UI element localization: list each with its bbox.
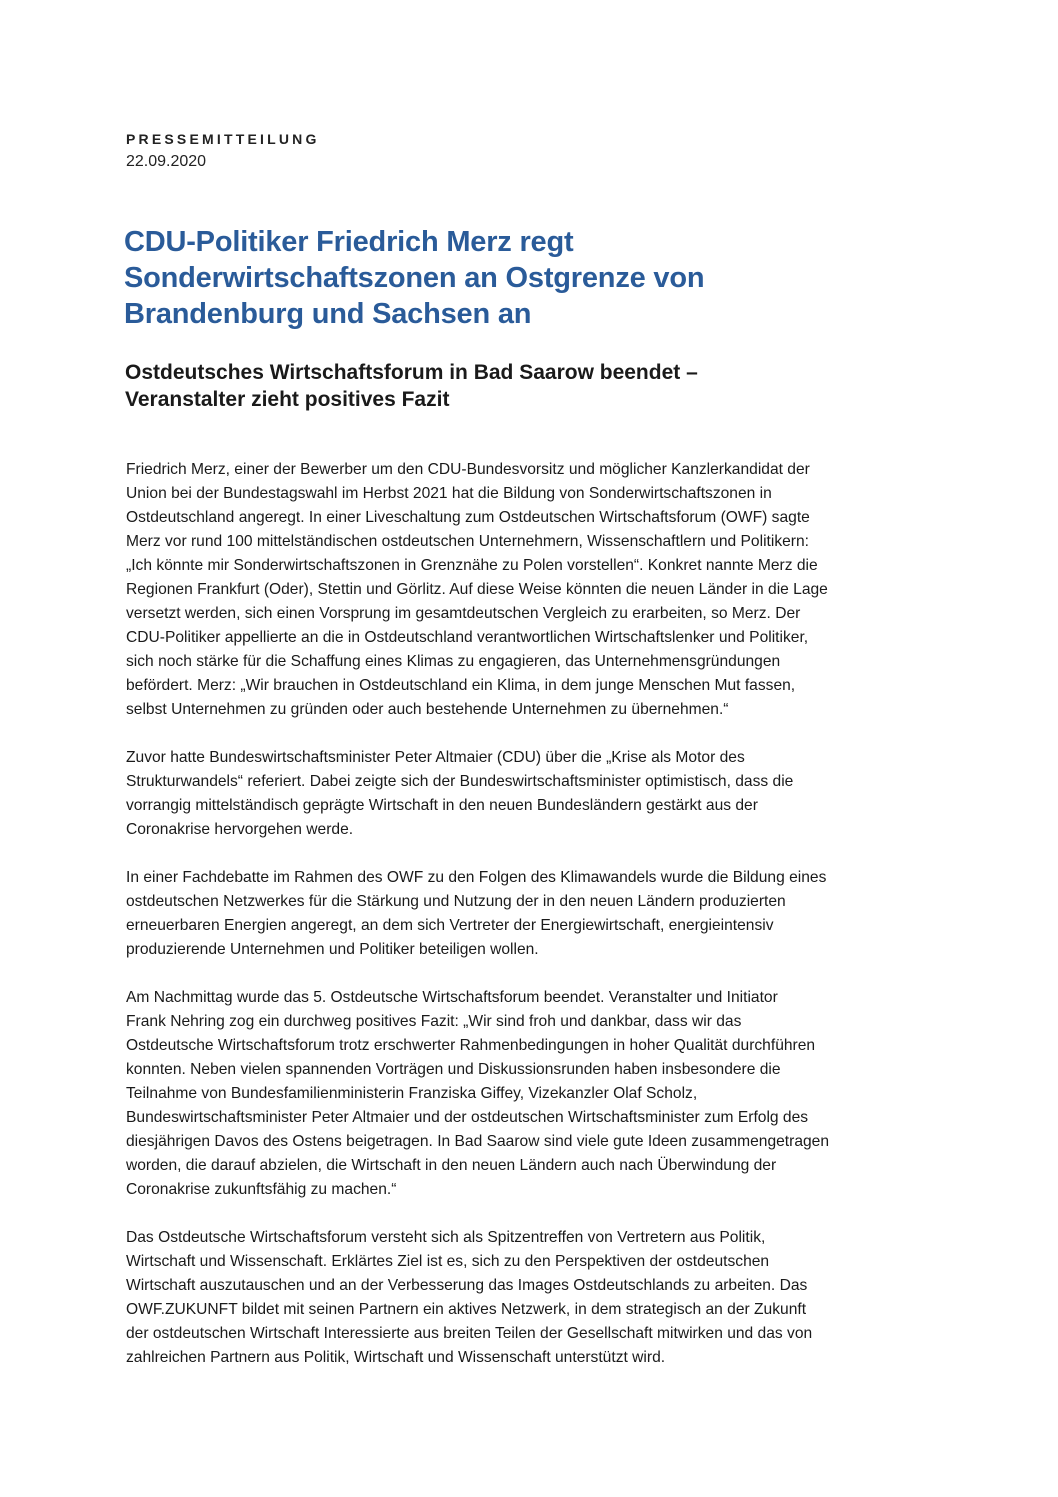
text-line: Ostdeutsche Wirtschaftsforum trotz erschwerter Rahmenbedingungen in hoher Qualität durchführen	[126, 1037, 816, 1054]
text-line: Coronakrise hervorgehen werde.	[126, 821, 354, 838]
subheadline	[125, 359, 945, 413]
text-line: worden, die darauf abzielen, die Wirtschaft in den neuen Ländern auch nach Überwindung der	[126, 1157, 777, 1174]
text-line: Wirtschaft auszutauschen und an der Verbesserung das Images Ostdeutschlands zu arbeiten. Das	[126, 1277, 808, 1294]
text-line: Regionen Frankfurt (Oder), Stettin und Görlitz. Auf diese Weise könnten die neuen Länder in die Lage	[126, 581, 828, 598]
text-line: Bundeswirtschaftsminister Peter Altmaier und der ostdeutschen Wirtschaftsminister zum Erfolg des	[126, 1109, 809, 1126]
text-line: befördert. Merz: „Wir brauchen in Ostdeutschland ein Klima, in dem junge Menschen Mut fassen,	[126, 677, 796, 694]
paragraph-fachdebatte	[126, 866, 946, 962]
subheadline-line: Ostdeutsches Wirtschaftsforum in Bad Saarow beendet –	[125, 361, 698, 384]
text-line: Wirtschaft und Wissenschaft. Erklärtes Ziel ist es, sich zu den Perspektiven der ostdeutschen	[126, 1253, 770, 1270]
text-line: zahlreichen Partnern aus Politik, Wirtschaft und Wissenschaft unterstützt wird.	[126, 1349, 666, 1366]
release-date: 22.09.2020	[126, 153, 207, 170]
document-type-label: PRESSEMITTEILUNG	[126, 131, 320, 147]
text-line: In einer Fachdebatte im Rahmen des OWF zu den Folgen des Klimawandels wurde die Bildung eines	[126, 869, 827, 886]
text-line: der ostdeutschen Wirtschaft Interessierte aus breiten Teilen der Gesellschaft mitwirken und das von	[126, 1325, 813, 1342]
text-line: produzierende Unternehmen und Politiker beteiligen wollen.	[126, 941, 539, 958]
text-line: Strukturwandels“ referiert. Dabei zeigte sich der Bundeswirtschaftsminister optimistisch, dass die	[126, 773, 794, 790]
paragraph-merz	[126, 458, 946, 722]
headline-line: Sonderwirtschaftszonen an Ostgrenze von	[124, 262, 705, 294]
text-line: Frank Nehring zog ein durchweg positives Fazit: „Wir sind froh und dankbar, dass wir das	[126, 1013, 742, 1030]
text-line: selbst Unternehmen zu gründen oder auch bestehende Unternehmen zu übernehmen.“	[126, 701, 729, 718]
article-body	[126, 458, 946, 1394]
text-line: versetzt werden, sich einen Vorsprung im gesamtdeutschen Vergleich zu erarbeiten, so Merz. Der	[126, 605, 801, 622]
text-line: konnten. Neben vielen spannenden Vorträgen und Diskussionsrunden haben insbesondere die	[126, 1061, 781, 1078]
text-line: ostdeutschen Netzwerkes für die Stärkung und Nutzung der in den neuen Ländern produzierten	[126, 893, 786, 910]
text-line: vorrangig mittelständisch geprägte Wirtschaft in den neuen Bundesländern gestärkt aus der	[126, 797, 758, 814]
text-line: Ostdeutschland angeregt. In einer Liveschaltung zum Ostdeutschen Wirtschaftsforum (OWF) sagte	[126, 509, 810, 526]
text-line: Union bei der Bundestagswahl im Herbst 2021 hat die Bildung von Sonderwirtschaftszonen in	[126, 485, 772, 502]
text-line: Coronakrise zukunftsfähig zu machen.“	[126, 1181, 397, 1198]
text-line: Friedrich Merz, einer der Bewerber um den CDU-Bundesvorsitz und möglicher Kanzlerkandidat der	[126, 461, 810, 478]
headline-line: CDU-Politiker Friedrich Merz regt	[124, 226, 574, 258]
text-line: Am Nachmittag wurde das 5. Ostdeutsche Wirtschaftsforum beendet. Veranstalter und Initiator	[126, 989, 778, 1006]
subheadline-line: Veranstalter zieht positives Fazit	[125, 388, 450, 411]
text-line: sich noch stärke für die Schaffung eines Klimas zu engagieren, das Unternehmensgründungen	[126, 653, 781, 670]
text-line: erneuerbaren Energien angeregt, an dem sich Vertreter der Energiewirtschaft, energieintensiv	[126, 917, 774, 934]
text-line: OWF.ZUKUNFT bildet mit seinen Partnern ein aktives Netzwerk, in dem strategisch an der Zukunft	[126, 1301, 807, 1318]
text-line: „Ich könnte mir Sonderwirtschaftszonen in Grenznähe zu Polen vorstellen“. Konkret nannte Merz die	[126, 557, 818, 574]
paragraph-fazit	[126, 986, 946, 1202]
headline-line: Brandenburg und Sachsen an	[124, 298, 532, 330]
paragraph-altmaier	[126, 746, 946, 842]
text-line: diesjährigen Davos des Ostens beigetragen. In Bad Saarow sind viele gute Ideen zusammengetragen	[126, 1133, 830, 1150]
text-line: Merz vor rund 100 mittelständischen ostdeutschen Unternehmern, Wissenschaftlern und Politikern:	[126, 533, 809, 550]
text-line: Das Ostdeutsche Wirtschaftsforum versteht sich als Spitzentreffen von Vertretern aus Politik,	[126, 1229, 766, 1246]
headline	[124, 224, 944, 332]
text-line: CDU-Politiker appellierte an die in Ostdeutschland verantwortlichen Wirtschaftslenker und Politiker,	[126, 629, 809, 646]
text-line: Teilnahme von Bundesfamilienministerin Franziska Giffey, Vizekanzler Olaf Scholz,	[126, 1085, 698, 1102]
paragraph-about-owf	[126, 1226, 946, 1370]
text-line: Zuvor hatte Bundeswirtschaftsminister Peter Altmaier (CDU) über die „Krise als Motor des	[126, 749, 745, 766]
